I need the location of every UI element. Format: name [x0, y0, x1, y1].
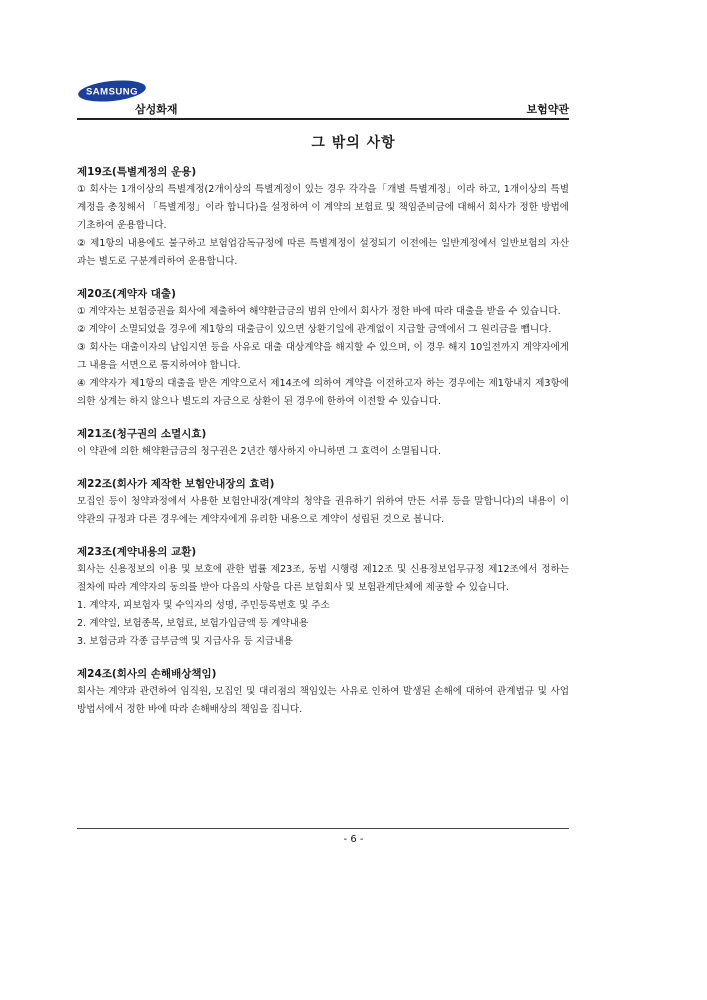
footer-divider	[77, 828, 569, 829]
company-name: 삼성화재	[135, 103, 178, 116]
article-paragraph: 이 약관에 의한 해약환급금의 청구권은 2년간 행사하지 아니하면 그 효력이 소멸됩니다.	[77, 446, 442, 457]
article-section	[77, 475, 569, 529]
article-title: 제24조(회사의 손해배상책임)	[77, 668, 217, 680]
article-title: 제20조(계약자 대출)	[77, 288, 176, 300]
article-title: 제23조(계약내용의 교환)	[77, 546, 197, 558]
article-paragraph: 모집인 등이 청약과정에서 사용한 보험안내장(계약의 청약을 권유하기 위하여 만든 서류 등을 말합니다)의 내용이 이 약관의 규정과 다른 경우에는 계약자에게 유리한 내용으로 계약이 성립된 것으로 봅니다.	[77, 496, 569, 525]
page-title: 그 밖의 사항	[311, 135, 396, 151]
article-paragraph: ① 회사는 1개이상의 특별계정(2개이상의 특별계정이 있는 경우 각각을「개별 특별계정」이라 하고, 1개이상의 특별계정을 총칭해서 「특별계정」이라 합니다)을 설정하여 이 계약의 보험료 및 책임준비금에 대해서 회사가 정한 방법에 기초하여 운용합니다.	[77, 184, 569, 231]
article-paragraph: 회사는 신용정보의 이용 및 보호에 관한 법률 제23조, 동법 시행령 제12조 및 신용정보업무규정 제12조에서 정하는 절차에 따라 계약자의 동의를 받아 다음의 사항을 다른 보험회사 및 보험관계단체에 제공할 수 있습니다.	[77, 564, 569, 593]
article-title: 제21조(청구권의 소멸시효)	[77, 428, 207, 440]
page-header	[77, 80, 569, 118]
article-paragraph: 2. 계약일, 보험종목, 보험료, 보험가입금액 등 계약내용	[77, 618, 309, 629]
article-paragraph: 3. 보험금과 각종 급부금액 및 지급사유 등 지급내용	[77, 636, 293, 647]
article-title: 제19조(특별계정의 운용)	[77, 166, 197, 178]
article-paragraph: 1. 계약자, 피보험자 및 수익자의 성명, 주민등록번호 및 주소	[77, 600, 330, 611]
article-paragraph: ④ 계약자가 제1항의 대출을 받은 계약으로서 제14조에 의하여 계약을 이전하고자 하는 경우에는 제1항내지 제3항에 의한 상계는 하지 않으나 별도의 자금으로 상환이 된 경우에 한하여 이전할 수 있습니다.	[77, 378, 569, 407]
article-paragraph: ③ 회사는 대출이자의 납입지연 등을 사유로 대출 대상계약을 해지할 수 있으며, 이 경우 해지 10일전까지 계약자에게 그 내용을 서면으로 통지하여야 합니다.	[77, 342, 569, 371]
samsung-logo-text: SAMSUNG	[85, 86, 139, 98]
document-title: 보험약관	[526, 103, 569, 116]
article-section	[77, 163, 569, 271]
article-paragraph: ② 제1항의 내용에도 불구하고 보험업감독규정에 따른 특별계정이 설정되기 이전에는 일반계정에서 일반보험의 자산과는 별도로 구분계리하여 운용합니다.	[77, 238, 569, 267]
article-paragraph: ② 계약이 소멸되었을 경우에 제1항의 대출금이 있으면 상환기일에 관계없이 지급할 금액에서 그 원리금을 뺍니다.	[77, 324, 552, 335]
article-section	[77, 543, 569, 651]
article-section	[77, 665, 569, 719]
article-section	[77, 425, 569, 461]
document-body	[77, 163, 569, 733]
page-number: - 6 -	[343, 834, 364, 845]
header-divider	[77, 118, 569, 120]
article-paragraph: ① 계약자는 보험증권을 회사에 제출하여 해약환급금의 범위 안에서 회사가 정한 바에 따라 대출을 받을 수 있습니다.	[77, 306, 561, 317]
article-paragraph: 회사는 계약과 관련하여 임직원, 모집인 및 대리점의 책임있는 사유로 인하여 발생된 손해에 대하여 관계법규 및 사업방법서에서 정한 바에 따라 손해배상의 책임을 집니다.	[77, 686, 569, 715]
article-section	[77, 285, 569, 411]
article-title: 제22조(회사가 제작한 보험안내장의 효력)	[77, 478, 275, 490]
